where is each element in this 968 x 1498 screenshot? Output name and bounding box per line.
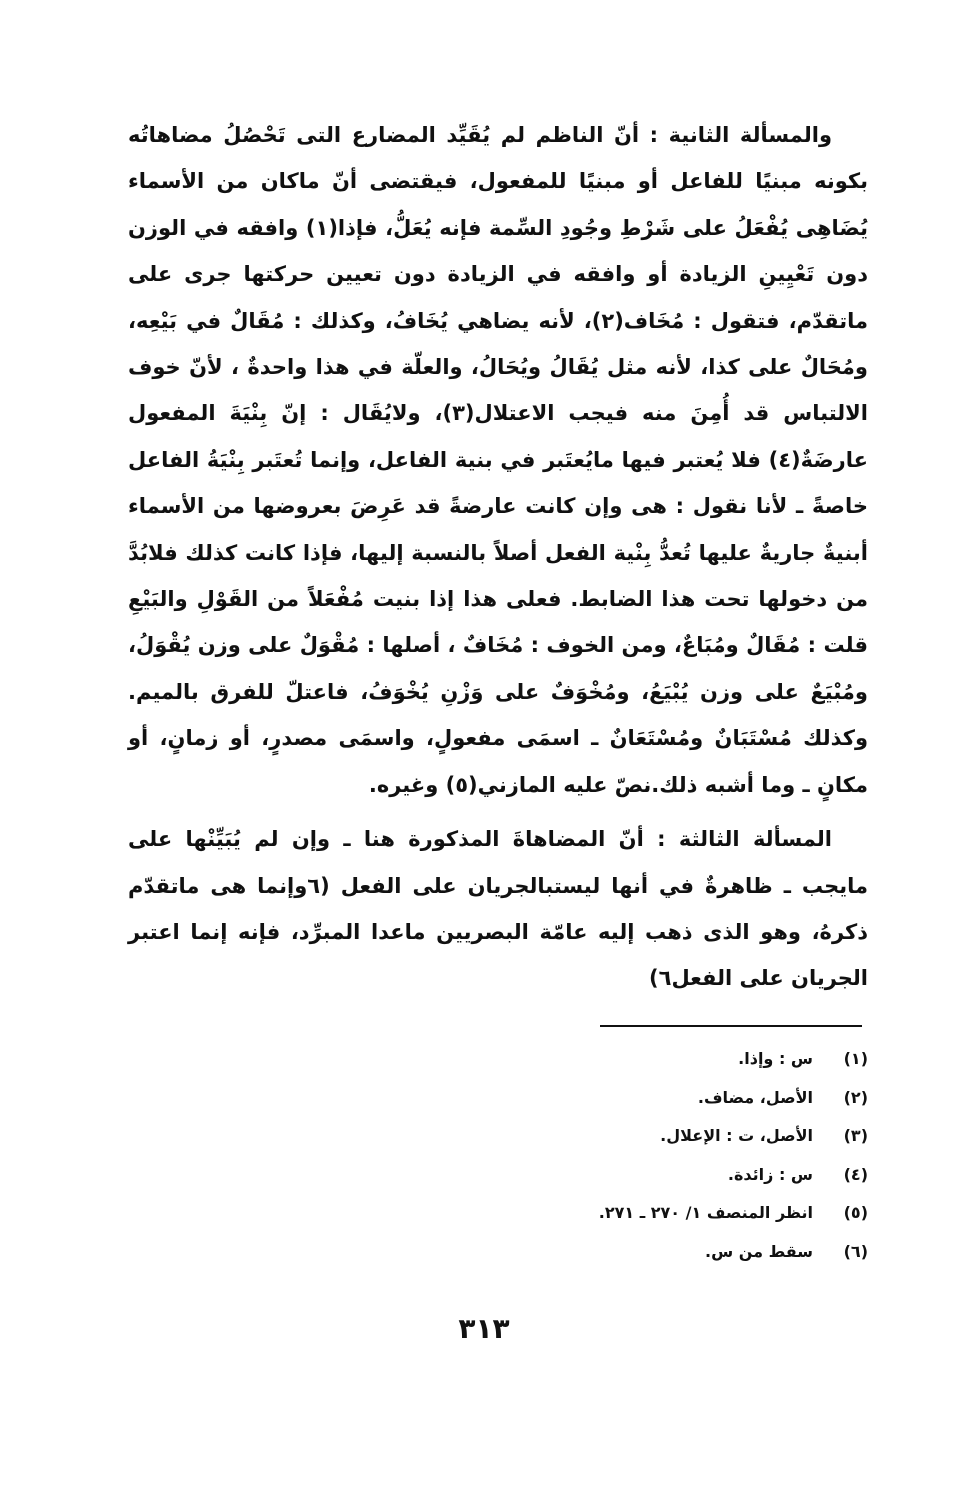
footnote <box>500 1040 868 1079</box>
footnote-text: س : زائدة. <box>727 1164 813 1184</box>
footnote-separator <box>600 1025 862 1027</box>
main-text <box>128 112 868 1002</box>
footnote-number: (٦) <box>843 1241 868 1261</box>
footnote <box>500 1117 868 1156</box>
footnote-number: (٤) <box>843 1164 868 1184</box>
footnote-number: (٢) <box>843 1087 868 1107</box>
paragraph-2: والمسألة الثانية : أنّ الناظم لم يُقَيِّد المضارع التى تَحْصُلُ مضاهاتُه بكونه مبنيًا للفاعل أو مبنيًا للمفعول، فيقتضى أنّ ماكان من الأسماء يُضَاهِى يُفْعَلُ على شَرْطِ وجُودِ السِّمة فإنه يُعَلُّ، فإذا(١) وافقه في الوزن دون تَعْيِينِ الزيادة أو وافقه في الزيادة دون تعيين حركتها جرى على ماتقدّم، فتقول : مُخَاف(٢)، لأنه يضاهي يُخَافُ، وكذلك : مُقَالٌ في بَيْعِه، ومُحَالٌ على كذا، لأنه مثل يُقَالُ ويُحَالُ، والعلّة في هذا واحدةٌ ، لأنّ خوف الالتباس قد أُمِنَ منه فيجب الاعتلال(٣)، ولايُقَال : إنّ بِنْيَةَ المفعول عارضَةٌ(٤) فلا يُعتبر فيها مايُعتَبر في بنية الفاعل، وإنما تُعتَبر بِنْيَةُ الفاعل خاصةً ـ لأنا نقول : هى وإن كانت عارضةً قد عَرِضَ بعروضها من الأسماء أبنيةٌ جاريةٌ عليها تُعدُّ بِنْية الفعل أصلاً بالنسبة إليها، فإذا كانت كذلك فلابُدَّ من دخولها تحت هذا الضابط. فعلى هذا إذا بنيت مُفْعَلاً من القَوْلِ والبَيْعِ قلت : مُقَالٌ ومُبَاعٌ، ومن الخوف : مُخَافٌ ، أصلها : مُقْوَلٌ على وزن يُقْوَلُ، ومُبْيَعٌ على وزن يُبْيَعُ، ومُخْوَفٌ على وَزْنِ يُخْوَفُ، فاعتلّ للفرق بالميم. وكذلك مُسْتَبَانٌ ومُسْتَعَانٌ ـ اسمَى مفعولٍ، واسمَى مصدرٍ، أو زمانٍ، أو مكانٍ ـ وما أشبه ذلك.نصّ عليه المازني(٥) وغيره. <box>128 123 868 797</box>
footnote-number: (٣) <box>843 1126 868 1146</box>
footnote-text: س : وإذا. <box>738 1049 813 1068</box>
footnote-text: سقط من س. <box>705 1241 813 1261</box>
footnote <box>500 1079 868 1118</box>
page-number: ٣١٣ <box>458 1312 510 1345</box>
footnote-text: الأصل، ت : الإعلال. <box>660 1126 813 1146</box>
footnote-text: الأصل، مضاف. <box>697 1087 813 1107</box>
footnotes <box>500 1040 868 1272</box>
footnote-text: انظر المنصف ١/ ٢٧٠ ـ ٢٧١. <box>598 1203 813 1223</box>
footnote-number: (٥) <box>843 1203 868 1223</box>
paragraph-3: المسألة الثالثة : أنّ المضاهاةَ المذكورة هنا ـ وإن لم يُبَيِّنْها على مايجب ـ ظاهرةٌ في أنها ليستبالجريان على الفعل (٦وإنما هى ماتقدّم ذكرهُ، وهو الذى ذهب إليه عامّة البصريين ماعدا المبرِّد، فإنه إنما اعتبر الجريان على الفعل٦) <box>128 827 868 991</box>
footnote <box>500 1194 868 1233</box>
footnote <box>500 1233 868 1272</box>
footnote <box>500 1156 868 1195</box>
footnote-number: (١) <box>843 1049 868 1068</box>
